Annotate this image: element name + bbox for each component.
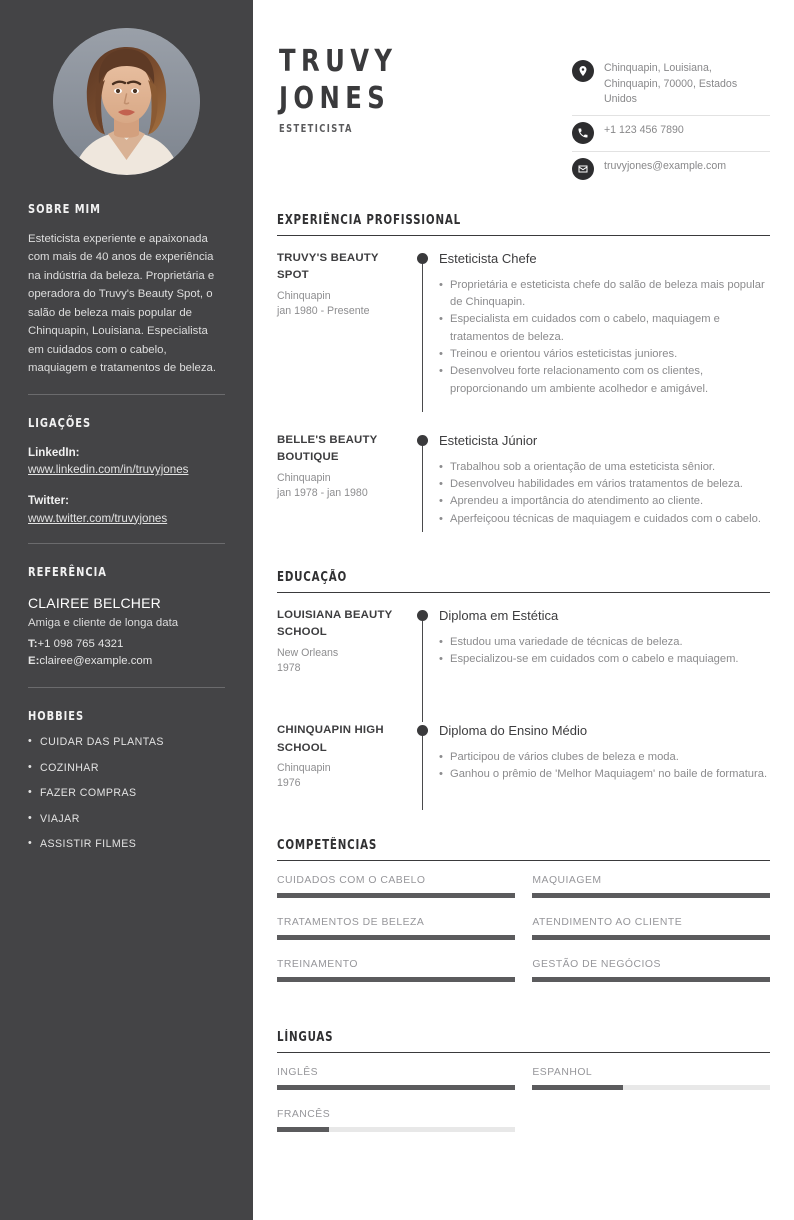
skill-label: MAQUIAGEM	[532, 874, 602, 886]
timeline-marker	[411, 432, 437, 528]
hobbies-title: HOBBIES	[28, 708, 85, 724]
reference-phone	[28, 636, 225, 654]
entry-location: New Orleans	[277, 646, 339, 659]
entry-meta	[277, 722, 411, 791]
language-fill	[277, 1127, 329, 1132]
list-item: • Especialista em cuidados com o cabelo, maquiagem e tratamentos de beleza.	[439, 311, 770, 346]
sidebar	[0, 0, 253, 1220]
job-role: ESTETICISTA	[279, 123, 353, 136]
entry-location: Chinquapin	[277, 762, 331, 775]
skill-track	[277, 977, 515, 982]
languages-grid	[277, 1067, 770, 1132]
bullet-list	[439, 277, 770, 399]
list-item: • Proprietária e esteticista chefe do salão de beleza mais popular de Chinquapin.	[439, 277, 770, 312]
divider	[277, 1052, 770, 1053]
entry-location: Chinquapin	[277, 289, 331, 302]
avatar	[53, 28, 200, 175]
list-item: • VIAJAR	[28, 814, 225, 825]
list-item: • Desenvolveu forte relacionamento com os clientes, proporcionando um ambiente acolhedor e amigável.	[439, 363, 770, 398]
skill-label: CUIDADOS COM O CABELO	[277, 874, 426, 886]
section-hobbies	[28, 688, 225, 850]
skill-item	[532, 959, 770, 982]
photo-container	[28, 0, 225, 175]
timeline-line	[422, 728, 423, 809]
experience-title: EXPERIÊNCIA PROFISSIONAL	[277, 213, 461, 229]
degree-title: Diploma do Ensino Médio	[439, 723, 588, 739]
experience-entry	[277, 432, 770, 528]
skill-fill	[277, 935, 515, 940]
link-item-linkedin	[28, 444, 225, 479]
reference-name: CLAIREE BELCHER	[28, 595, 161, 612]
skill-item	[532, 917, 770, 940]
contact-list	[572, 44, 770, 187]
language-label: ESPANHOL	[532, 1066, 593, 1078]
about-title: SOBRE MIM	[28, 201, 101, 216]
skill-item	[277, 875, 515, 898]
timeline-marker	[411, 722, 437, 791]
list-item: • Ganhou o prêmio de 'Melhor Maquiagem' no baile de formatura.	[439, 766, 770, 783]
links-title: LIGAÇÕES	[28, 414, 92, 430]
link-item-twitter	[28, 492, 225, 527]
bullet-list	[439, 749, 770, 784]
bullet-list	[439, 634, 770, 669]
spacer	[277, 398, 770, 432]
list-item: • Trabalhou sob a orientação de uma esteticista sênior.	[439, 459, 770, 476]
skills-title: COMPETÊNCIAS	[277, 837, 378, 853]
list-item: • Estudou uma variedade de técnicas de beleza.	[439, 634, 770, 651]
page-title-first-name: TRUVY	[279, 44, 398, 79]
list-item: • COZINHAR	[28, 763, 225, 774]
skill-track	[277, 893, 515, 898]
skill-fill	[277, 977, 515, 982]
entry-body	[437, 607, 770, 676]
hobbies-list	[28, 737, 225, 850]
education-entry	[277, 607, 770, 676]
reference-relation: Amiga e cliente de longa data	[28, 617, 179, 630]
email-text: truvyjones@example.com	[604, 160, 727, 173]
timeline-dot	[417, 610, 428, 621]
phone-value: +1 098 765 4321	[37, 637, 124, 650]
reference-email	[28, 653, 225, 671]
phone-prefix: T:	[28, 637, 38, 650]
timeline-line	[422, 256, 423, 412]
reference-title: REFERÊNCIA	[28, 564, 107, 580]
section-links	[28, 395, 225, 528]
entry-dates: jan 1980 - Presente	[277, 305, 370, 318]
language-item	[277, 1109, 515, 1132]
twitter-link[interactable]: www.twitter.com/truvyjones	[28, 511, 168, 525]
entry-meta	[277, 432, 411, 528]
list-item: • FAZER COMPRAS	[28, 788, 225, 799]
entry-body	[437, 722, 770, 791]
location-pin-icon	[572, 60, 594, 82]
degree-title: Diploma em Estética	[439, 608, 559, 624]
experience-entry	[277, 250, 770, 398]
job-title: Esteticista Júnior	[439, 433, 538, 449]
envelope-icon	[572, 158, 594, 180]
language-label: FRANCÊS	[277, 1108, 331, 1120]
spacer	[277, 676, 770, 722]
section-education	[277, 570, 770, 792]
skill-track	[532, 935, 770, 940]
entry-location: Chinquapin	[277, 471, 331, 484]
header	[277, 0, 770, 187]
contact-address	[572, 54, 770, 116]
section-experience	[277, 213, 770, 528]
organization-name: CHINQUAPIN HIGH SCHOOL	[277, 724, 384, 754]
linkedin-link[interactable]: www.linkedin.com/in/truvyjones	[28, 463, 189, 477]
language-item	[532, 1067, 770, 1090]
timeline-line	[422, 613, 423, 722]
page-title-last-name: JONES	[279, 80, 391, 116]
languages-title: LÍNGUAS	[277, 1029, 334, 1045]
divider	[277, 235, 770, 236]
entry-body	[437, 432, 770, 528]
skill-track	[532, 977, 770, 982]
divider	[277, 592, 770, 593]
list-item: • CUIDAR DAS PLANTAS	[28, 737, 225, 748]
language-fill	[277, 1085, 515, 1090]
skill-item	[532, 875, 770, 898]
bullet-list	[439, 459, 770, 528]
main-content	[253, 0, 794, 1220]
timeline-marker	[411, 250, 437, 398]
email-prefix: E:	[28, 655, 40, 668]
entry-dates: jan 1978 - jan 1980	[277, 487, 368, 500]
skills-grid	[277, 875, 770, 982]
contact-email	[572, 152, 770, 187]
organization-name: LOUISIANA BEAUTY SCHOOL	[277, 609, 393, 639]
entry-meta	[277, 607, 411, 676]
list-item: • Aperfeiçoou técnicas de maquiagem e cuidados com o cabelo.	[439, 511, 770, 528]
list-item: • Desenvolveu habilidades em vários tratamentos de beleza.	[439, 476, 770, 493]
section-skills	[277, 838, 770, 982]
address-text: Chinquapin, Louisiana, Chinquapin, 70000, Estados Unidos	[604, 62, 738, 106]
entry-body	[437, 250, 770, 398]
language-track	[277, 1127, 515, 1132]
timeline-dot	[417, 725, 428, 736]
about-text: Esteticista experiente e apaixonada com mais de 40 anos de experiência na indústria da beleza. Proprietária e operadora do Truvy's Beauty Spot, o salão de beleza mais popular de Chinquapin, Louisiana. Especialista em cuidados com o cabelo, maquiagem e tratamentos de beleza.	[28, 233, 217, 375]
email-value: clairee@example.com	[39, 655, 153, 668]
entry-dates: 1976	[277, 777, 301, 790]
list-item: • Participou de vários clubes de beleza e moda.	[439, 749, 770, 766]
skill-item	[277, 917, 515, 940]
phone-icon	[572, 122, 594, 144]
language-item	[277, 1067, 515, 1090]
section-reference	[28, 544, 225, 671]
timeline-dot	[417, 435, 428, 446]
skill-label: TREINAMENTO	[277, 958, 358, 970]
entry-meta	[277, 250, 411, 398]
section-about	[28, 175, 225, 378]
contact-phone	[572, 116, 770, 152]
timeline-line	[422, 438, 423, 532]
link-label: Twitter:	[28, 494, 70, 508]
entry-dates: 1978	[277, 662, 301, 675]
skill-fill	[532, 893, 770, 898]
timeline-marker	[411, 607, 437, 676]
job-title: Esteticista Chefe	[439, 251, 537, 267]
language-track	[532, 1085, 770, 1090]
skill-fill	[532, 977, 770, 982]
link-label: LinkedIn:	[28, 445, 80, 459]
language-track	[277, 1085, 515, 1090]
skill-track	[532, 893, 770, 898]
language-label: INGLÊS	[277, 1066, 319, 1078]
list-item: • Aprendeu a importância do atendimento ao cliente.	[439, 493, 770, 510]
skill-label: TRATAMENTOS DE BELEZA	[277, 916, 425, 928]
organization-name: BELLE'S BEAUTY BOUTIQUE	[277, 434, 378, 464]
skill-fill	[277, 893, 515, 898]
list-item: • ASSISTIR FILMES	[28, 839, 225, 850]
skill-label: GESTÃO DE NEGÓCIOS	[532, 958, 661, 970]
organization-name: TRUVY'S BEAUTY SPOT	[277, 252, 379, 282]
skill-label: ATENDIMENTO AO CLIENTE	[532, 916, 683, 928]
skill-track	[277, 935, 515, 940]
skill-fill	[532, 935, 770, 940]
language-fill	[532, 1085, 622, 1090]
education-entry	[277, 722, 770, 791]
education-title: EDUCAÇÃO	[277, 570, 348, 586]
phone-text: +1 123 456 7890	[604, 124, 684, 137]
name-block	[277, 44, 572, 187]
timeline-dot	[417, 253, 428, 264]
divider	[277, 860, 770, 861]
skill-item	[277, 959, 515, 982]
section-languages	[277, 1030, 770, 1132]
list-item: • Especializou-se em cuidados com o cabelo e maquiagem.	[439, 651, 770, 668]
list-item: • Treinou e orientou vários esteticistas juniores.	[439, 346, 770, 363]
